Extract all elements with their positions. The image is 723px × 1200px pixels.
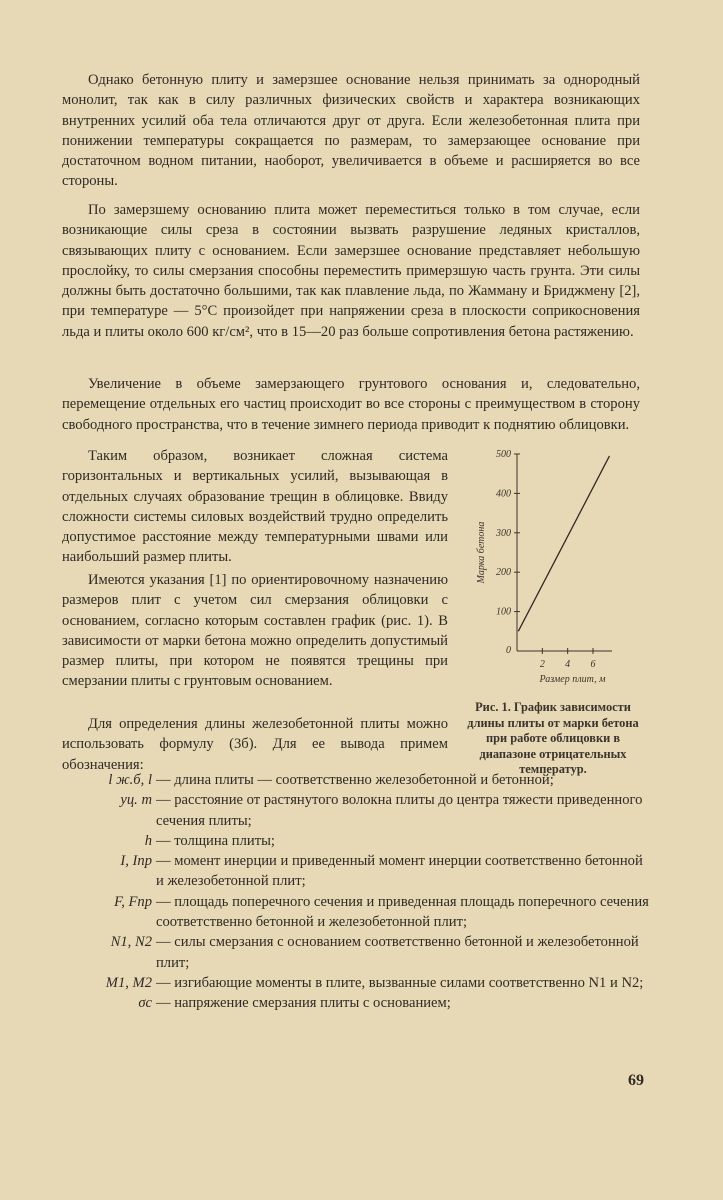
definition: — изгибающие моменты в плите, вызванные силами соответственно N1 и N2; <box>156 974 644 991</box>
nomenclature-item <box>62 831 650 851</box>
y-tick-label: 200 <box>496 567 511 579</box>
x-tick-label: 4 <box>565 659 571 670</box>
x-tick-label: 6 <box>590 659 596 670</box>
definition: — расстояние от растянутого волокна плиты до центра тяжести приведенного сечения плиты; <box>156 792 643 829</box>
symbol: M1, M2 <box>105 974 152 991</box>
symbol: σc <box>138 995 152 1012</box>
x-tick-label: 2 <box>539 659 545 670</box>
nomenclature-item <box>62 770 650 790</box>
y-axis-label: Марка бетона <box>476 521 487 584</box>
definition: — момент инерции и приведенный момент инерции соответственно бетонной и железобетонной плит; <box>156 853 643 890</box>
nomenclature-item <box>62 892 650 933</box>
symbol: h <box>144 832 152 849</box>
paragraph-3: Увеличение в объеме замерзающего грунтового основания и, следовательно, перемещение отдельных его частиц происходит во все стороны с преимуществом в сторону свободного пространства, что в течение зимнего периода приводит к поднятию облицовки. <box>62 376 640 433</box>
definition: — площадь поперечного сечения и приведенная площадь поперечного сечения соответственно бетонной и железобетонной плит; <box>156 893 649 931</box>
definition: — силы смерзания с основанием соответственно бетонной и железобетонной плит; <box>156 934 639 971</box>
x-axis-label: Размер плит, м <box>539 674 606 685</box>
nomenclature-item <box>62 932 650 973</box>
paragraph-1: Однако бетонную плиту и замерзшее основание нельзя принимать за однородный монолит, так как в силу различных физических свойств и характера возникающих внутренних усилий оба тела отличаются друг от друга. Если железобетонная плита при понижении температуры сокращается по размерам, то замерзающее основание при достаточном водном питании, наоборот, увеличивается в объеме и расширяется во все стороны. <box>62 72 640 190</box>
series-line <box>518 456 609 631</box>
paragraph-5: Имеются указания [1] по ориентировочному назначению размеров плит с учетом сил смерзания облицовки с основанием, согласно которым составлен график (рис. 1). В зависимости от марки бетона можно определить допустимый размер плиты, при котором не появятся трещины при смерзании плиты с грунтовым основанием. <box>62 572 448 690</box>
definition: — напряжение смерзания плиты с основанием; <box>156 995 451 1012</box>
figure-caption: Рис. 1. График зависимости длины плиты от марки бетона при работе облицовки в диапазоне отрицательных температур. <box>467 700 639 776</box>
nomenclature-item <box>62 973 650 993</box>
chart <box>462 446 644 696</box>
definition: — длина плиты — соответственно железобетонной и бетонной; <box>156 772 554 788</box>
nomenclature-item <box>62 790 650 831</box>
symbol: F, Fпр <box>114 893 152 910</box>
y-tick-label: 400 <box>496 488 511 500</box>
nomenclature-list <box>62 770 650 1014</box>
symbol: yц. т <box>120 792 152 809</box>
figure-1 <box>462 446 644 778</box>
nomenclature-item <box>62 851 650 892</box>
paragraph-4: Таким образом, возникает сложная система горизонтальных и вертикальных усилий, вызывающая в отдельных случаях образование трещин в облицовке. Ввиду сложности системы силовых воздействий трудно определить допустимое расстояние между температурными швами или наибольший размер плиты. <box>62 448 448 566</box>
symbol: l ж.б, l <box>108 772 152 788</box>
y-tick-label: 500 <box>496 449 511 460</box>
origin-label: 0 <box>506 645 511 656</box>
symbol: N1, N2 <box>110 934 152 951</box>
nomenclature-item <box>62 993 650 1013</box>
page-number: 69 <box>628 1072 644 1089</box>
y-tick-label: 100 <box>496 606 511 618</box>
paragraph-6: Для определения длины железобетонной плиты можно использовать формулу (3б). Для ее вывода примем обозначения: <box>62 716 448 773</box>
y-tick-label: 300 <box>496 527 511 539</box>
paragraph-2: По замерзшему основанию плита может переместиться только в том случае, если возникающие силы среза в состоянии вызвать разрушение ледяных кристаллов, связывающих плиту с основанием. Если замерзшее основание представляет небольшую прослойку, то силы смерзания способны переместить примерзшую часть грунта. Эти силы должны быть достаточно большими, так как плавление льда, по Жамману и Бриджмену [2], при температуре — 5°С произойдет при напряжении среза в плоскости соприкосновения льда и плиты около 600 кг/см², что в 15—20 раз больше сопротивления бетона растяжению. <box>62 202 640 340</box>
symbol: I, Iпр <box>120 853 152 870</box>
definition: — толщина плиты; <box>156 832 275 849</box>
